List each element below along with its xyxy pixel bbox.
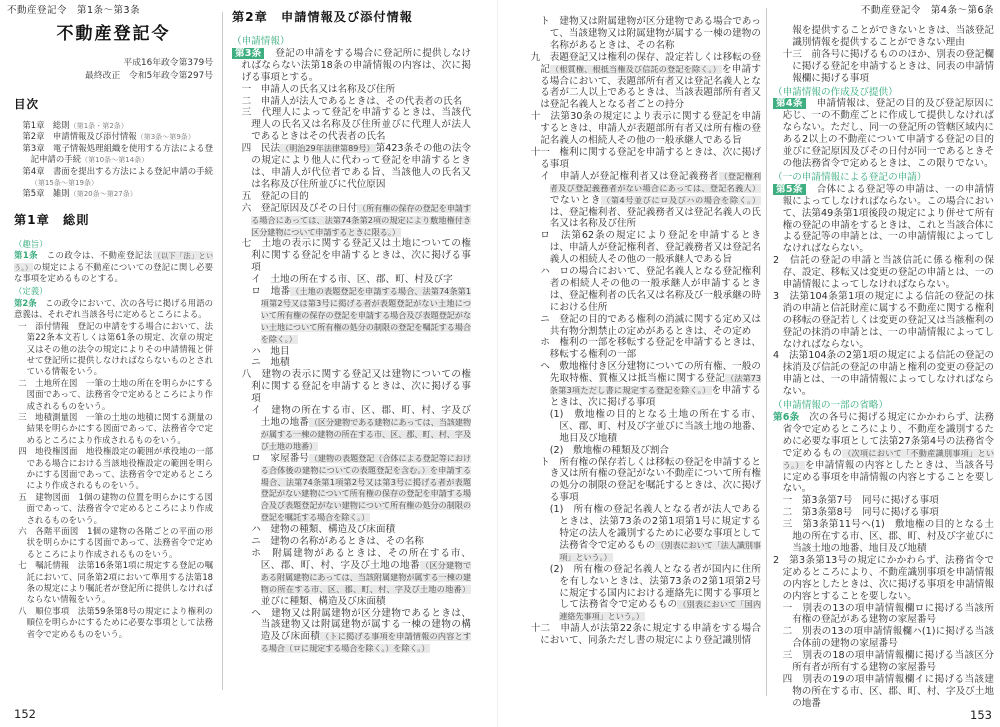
- running-header-right: 不動産登記令 第4条〜第6条: [860, 5, 994, 16]
- text-run: 報を提供することができないときは、当該登記識別情報を提供することができない理由: [792, 25, 994, 48]
- article-number-boxed: 第4条: [773, 98, 806, 109]
- chapter-heading: [232, 10, 471, 25]
- text-run: （定義）: [14, 286, 48, 297]
- text-block: [521, 564, 761, 624]
- text-run: 三 別表の18の項申請情報欄に掲げる当該区分所有者が所有する建物の家屋番号: [782, 650, 994, 674]
- text-run: 十三 前各号に掲げるもののほか、別表の登記欄に掲げる登記を申請するときは、同表の申請情報欄に掲げる事項: [782, 48, 994, 84]
- text-run: 五 建物図面 1個の建物の位置を明らかにする図面であって、法務省令で定めるところにより作成されるものをいう。: [18, 491, 213, 525]
- inline-note: （以下「法」という。）: [14, 251, 213, 272]
- text-run: ト 所有権の保存若しくは移転の登記を申請するとき又は所有権の登記がない不動産について所有権の処分の制限の登記を嘱託するときは、次に掲げる事項: [540, 456, 761, 504]
- text-run: ハ ロの場合において、登記名義人となる登記権利者の相続人その他の一般承継人が申請するときは、登記権利者の氏名又は名称及び一般承継の時における住所: [540, 266, 761, 313]
- text-block: [14, 412, 213, 446]
- text-run: 第423条その他の法令の規定により他人に代わって登記を申請するときは、申請人が代位者である旨、当該他人の氏名又は名称及び住所並びに代位原因: [251, 143, 472, 190]
- inline-note: （トに掲げる事項を申請情報の内容とする場合（ロに規定する場合を除く。）を除く。）: [260, 632, 472, 654]
- text-run: ニ 地積: [251, 357, 290, 369]
- inline-note: （法第73条第3項ただし書に規定する登記を除く。）: [549, 374, 761, 396]
- text-run: 4 法第104条の2第1項の規定による信託の登記の抹消及び信託の登記の申請と権利の変更の登記の申請とは、一の申請情報によってしなければならない。: [773, 350, 994, 398]
- text-block: [14, 120, 213, 131]
- text-run: 五 登記の目的: [241, 190, 309, 202]
- text-run: 並びに種類、構造及び床面積: [260, 595, 386, 607]
- article-number-boxed: 第3条: [232, 48, 264, 59]
- text-run: (2) 敷地権の種類及び割合: [549, 444, 669, 456]
- article-label: [773, 400, 994, 412]
- text-block: [521, 52, 761, 112]
- text-block: [521, 337, 761, 361]
- text-run: ロ 地番: [251, 286, 291, 298]
- text-run: ホ 権利の一部を移転する登記を申請するときは、移転する権利の一部: [540, 337, 761, 361]
- text-run: ヘ 敷地権付き区分建物についての所有権、一般の先取特権、質権又は抵当権に関する登記: [540, 361, 761, 385]
- text-block: [232, 536, 471, 548]
- text-run: （申請情報の一部の省略）: [773, 400, 889, 412]
- text-run: ロ 法第62条の規定により登記を申請するときは、申請人が登記権利者、登記義務者又は登記名義人の相続人その他の一般承継人である旨: [540, 230, 761, 266]
- text-block: [232, 203, 471, 239]
- text-run: を申請情報の内容としたときは、当該各号に定める事項を申請情報の内容とすることを要しない。: [782, 459, 994, 495]
- inline-note: （別表において「国内連絡先事項」という。）: [559, 600, 762, 622]
- text-block: [14, 446, 213, 492]
- column-right-outer: [773, 25, 994, 710]
- text-run: を申請する場合において、表題部所有者又は登記名義人となる者が二人以上であるときは、当該表題部所有者又は登記名義人となる者ごとの持分: [540, 63, 762, 111]
- text-run: ニ 登記の目的である権利の消滅に関する定め又は共有物分割禁止の定めがあるときは、その定め: [540, 313, 761, 337]
- inline-note: （建物の表題登記（合体による登記等における合体後の建物についての表題登記を含む。）を申請する場合、法第74条第1項第2号又は第3号に掲げる者が表題登記がない建物について所有権の保存の登記を申請する場合及び表題登記がない建物について所有権の処分の制限の登記を嘱託する場合を除く。）: [260, 453, 472, 523]
- text-run: 第5章 雑則: [22, 188, 70, 199]
- toc-range-note: （第15条〜第19条）: [30, 178, 99, 188]
- text-block: [14, 560, 213, 606]
- article-label: [14, 239, 213, 250]
- toc-range-note: （第10条〜第14条）: [81, 155, 149, 165]
- text-run: 十 法第30条の規定により表示に関する登記を申請するときは、申請人が表題部所有者又は所有権の登記名義人の相続人その他の一般承継人である旨: [530, 111, 761, 147]
- law-revision-line: [14, 70, 213, 83]
- text-block: [521, 445, 761, 457]
- text-block: [521, 111, 761, 147]
- text-block: [521, 457, 761, 505]
- text-block: [773, 25, 994, 49]
- text-run: （申請情報の作成及び提供）: [773, 86, 898, 98]
- text-run: 八 建物の表示に関する登記又は建物についての権利に関する登記を申請するときは、次に掲げる事項: [241, 369, 471, 405]
- text-block: [14, 298, 213, 321]
- text-block: [14, 378, 213, 412]
- text-run: 最終改正 令和5年政令第297号: [85, 70, 213, 81]
- text-run: 第2章 申請情報及び添付情報: [232, 10, 413, 24]
- text-block: [232, 453, 471, 524]
- text-block: [773, 603, 994, 627]
- text-block: [14, 188, 213, 199]
- inline-note: （所有権の保存の登記を申請する場合にあっては、法第74条第2項の規定により敷地権付き区分建物について申請するときに限る。）: [251, 203, 472, 237]
- text-run: 2 第3条第13号の規定にかかわらず、法務省令で定めるところにより、不動産識別事項を申請情報の内容としたときは、次に掲げる事項を申請情報の内容とすることを要しない。: [773, 554, 994, 602]
- text-block: [521, 504, 761, 564]
- text-block: [232, 608, 471, 656]
- inline-note: （根質権、根抵当権及び信託の登記を除く。）: [551, 64, 721, 74]
- text-run: 四 民法: [241, 143, 281, 155]
- text-run: 第1章 総則: [22, 120, 70, 130]
- text-block: [521, 361, 761, 409]
- text-run: ハ 地目: [251, 345, 290, 357]
- text-run: 六 登記原因及びその日付: [241, 202, 358, 214]
- law-revision-line: [14, 57, 213, 70]
- text-block: [14, 131, 213, 142]
- inline-note: （別表において「法人識別事項」という。）: [559, 540, 762, 562]
- text-run: は、登記権利者、登記義務者又は登記名義人の氏名又は名称及び住所: [549, 206, 761, 230]
- text-run: 3 法第104条第1項の規定による信託の登記の抹消の申請と信託財産に属する不動産に関する権利の移転の登記若しくは変更の登記又は当該権利の登記の抹消の申請とは、一の申請情報によってしなければならない。: [773, 290, 994, 350]
- text-run: 一 別表の13の項申請情報欄ロに掲げる当該所有権の登記がある建物の家屋番号: [782, 602, 994, 626]
- text-block: [773, 507, 994, 519]
- text-run: 一 添付情報 登記の申請をする場合において、法第22条本文若しくは第61条の規定、次章の規定又はその他の法令の規定によりその申請情報と併せて登記所に提供しなければならないものとされている情報をいう。: [18, 320, 213, 377]
- article-number: 第2条: [14, 297, 37, 308]
- text-block: [232, 346, 471, 358]
- text-block: [232, 369, 471, 405]
- text-block: [14, 526, 213, 560]
- column-right-inner: [521, 16, 761, 647]
- text-run: 一 申請人の氏名又は名称及び住所: [241, 83, 396, 95]
- text-block: [232, 238, 471, 274]
- text-run: 目次: [14, 97, 39, 111]
- text-run: 第3章 電子情報処理組織を使用する方法による登記申請の手続: [22, 142, 213, 165]
- column-left-outer: [14, 22, 213, 640]
- text-run: イ 建物の所在する市、区、郡、町、村、字及び土地の地番: [251, 405, 471, 428]
- text-block: [773, 626, 994, 650]
- text-block: [232, 84, 471, 96]
- text-block: [232, 524, 471, 536]
- article-label: [773, 172, 994, 184]
- text-run: 2 信託の登記の申請と当該信託に係る権利の保存、設定、移転又は変更の登記の申請とは、一の申請情報によってしなければならない。: [773, 255, 994, 291]
- text-run: 二 申請人が法人であるときは、その代表者の氏名: [241, 95, 463, 107]
- article-number: 第6条: [773, 412, 800, 423]
- doc-title: [14, 24, 213, 44]
- text-run: ト 建物又は附属建物が区分建物である場合であって、当該建物又は附属建物が属する一棟の建物の名称があるときは、その名称: [540, 16, 761, 51]
- text-run: 二 別表の13の項申請情報欄ハ(1)に掲げる当該合体前の建物の家屋番号: [782, 626, 994, 650]
- text-block: [773, 650, 994, 674]
- text-run: 次の各号に掲げる規定にかかわらず、法務省令で定めるところにより、不動産を識別するために必要な事項として法第27条第4号の法務省令で定めるもの: [782, 412, 994, 459]
- inline-note: （第4号並びにロ及びハの場合を除く。）: [602, 195, 760, 205]
- text-run: 三 地積測量図 一筆の土地の地積に関する測量の結果を明らかにする図面であって、法務省令で定めるところにより作成されるものをいう。: [18, 411, 213, 445]
- text-block: [773, 49, 994, 85]
- text-run: 十一 権利に関する登記を申請するときは、次に掲げる事項: [530, 146, 761, 170]
- text-run: 平成16年政令第379号: [123, 58, 213, 68]
- article-number-boxed: 第5条: [773, 184, 806, 195]
- chapter-heading: [14, 213, 213, 228]
- text-run: を申請するときは、次に掲げる事項: [549, 385, 761, 408]
- text-run: 三 第3条第11号ヘ(1) 敷地権の目的となる土地の所在する市、区、郡、町、村及び字並びに当該土地の地番、地目及び地積: [782, 519, 994, 554]
- text-run: 登記の申請をする場合に登記所に提供しなければならない法第18条の申請情報の内容は、次に掲げる事項とする。: [241, 47, 472, 83]
- text-run: の規定による不動産についての登記に関し必要な事項を定めるものとする。: [14, 261, 213, 284]
- toc-range-note: （第20条〜第27条）: [69, 189, 137, 199]
- text-run: この政令は、不動産登記法: [37, 250, 153, 261]
- text-run: (1) 所有権の登記名義人となる者が法人であるときは、法第73条の2第1項第1号に規定する特定の法人を識別するために必要な事項として法務省令で定めるもの: [549, 504, 761, 551]
- text-block: [773, 519, 994, 555]
- text-block: [232, 357, 471, 369]
- article-label: [14, 286, 213, 297]
- text-block: [232, 548, 471, 608]
- page-number-right: 153: [970, 708, 992, 722]
- text-block: [232, 96, 471, 108]
- text-run: でないとき: [549, 194, 602, 206]
- text-run: ヘ 建物又は附属建物が区分建物であるときは、当該建物又は附属建物が属する一棟の建物の構造及び床面積: [251, 607, 471, 643]
- column-divider-right-page: [766, 8, 767, 696]
- inline-note: （区分建物である附属建物にあっては、当該附属建物が属する一棟の建物の所在する市、区、郡、町、村、字及び土地の地番）: [260, 560, 472, 594]
- text-block: [232, 274, 471, 286]
- text-run: ハ 建物の種類、構造及び床面積: [251, 524, 396, 536]
- text-run: 六 各階平面図 1個の建物の各階ごとの平面の形状を明らかにする図面であって、法務省令で定めるところにより作成されるものをいう。: [18, 526, 213, 559]
- text-block: [773, 674, 994, 710]
- toc-range-note: （第3条〜第9条）: [136, 132, 195, 142]
- toc-range-note: （第1条・第2条）: [69, 121, 128, 130]
- text-block: [232, 143, 471, 191]
- inline-note: （土地の表題登記を申請する場合、法第74条第1項第2号又は第3号に掲げる者が表題登記がない土地について所有権の保存の登記を申請する場合及び表題登記がない土地について所有権の処分の制限の登記を嘱託する場合を除く。）: [260, 287, 472, 344]
- text-block: [521, 409, 761, 445]
- article-number: 第1条: [14, 250, 38, 261]
- text-block: [521, 230, 761, 266]
- text-run: ニ 建物の名称があるときは、その名称: [251, 536, 424, 548]
- text-run: ホ 附属建物があるときは、その所在する市、区、郡、町、村、字及び土地の地番: [251, 547, 471, 571]
- text-run: (1) 敷地権の目的となる土地の所在する市、区、郡、町、村及び字並びに当該土地の地番、地目及び地積: [549, 408, 761, 444]
- running-header-left: 不動産登記令 第1条〜第3条: [7, 5, 141, 16]
- text-block: [521, 314, 761, 338]
- text-block: [521, 147, 761, 171]
- page-number-left: 152: [14, 707, 36, 721]
- text-block: [232, 405, 471, 453]
- text-block: [773, 184, 994, 255]
- text-run: イ 土地の所在する市、区、郡、町、村及び字: [251, 274, 453, 286]
- toc-heading: [14, 97, 213, 111]
- text-block: [773, 412, 994, 495]
- text-run: 三 代理人によって登記を申請するときは、当該代理人の氏名又は名称及び住所並びに代理人が法人であるときはその代表者の氏名: [241, 107, 471, 143]
- column-divider-left-page: [222, 12, 223, 690]
- text-block: [14, 321, 213, 378]
- text-block: [521, 16, 761, 52]
- inline-note: （明治29年法律第89号）: [281, 144, 375, 154]
- text-run: 七 土地の表示に関する登記又は土地についての権利に関する登記を申請するときは、次に掲げる事項: [241, 238, 471, 274]
- text-block: [773, 98, 994, 169]
- text-run: 一 第3条第7号 同号に掲げる事項: [782, 495, 939, 507]
- text-block: [232, 191, 471, 203]
- text-block: [773, 495, 994, 507]
- page-gutter: [497, 0, 498, 727]
- text-run: (2) 所有権の登記名義人となる者が国内に住所を有しないときは、法第73条の2第1項第2号に規定する国内における連絡先に関する事項として法務省令で定めるもの: [549, 563, 761, 611]
- inline-note: （区分建物である建物にあっては、当該建物が属する一棟の建物の所在する市、区、郡、町、村、字及び土地の地番）: [260, 418, 471, 451]
- article-label: [232, 36, 471, 48]
- text-block: [773, 555, 994, 603]
- text-block: [773, 350, 994, 398]
- column-left-inner: [232, 10, 471, 655]
- text-block: [232, 107, 471, 143]
- text-run: （趣旨）: [14, 238, 48, 249]
- text-block: [14, 250, 213, 284]
- text-block: [773, 291, 994, 351]
- text-block: [14, 143, 213, 166]
- text-run: 不動産登記令: [56, 24, 171, 44]
- text-run: （一の申請情報による登記の申請）: [773, 171, 927, 183]
- text-run: ロ 家屋番号: [251, 452, 309, 464]
- text-run: 十二 申請人が法第22条に規定する申請をする場合において、同条ただし書の規定により登記識別情: [530, 623, 761, 647]
- text-run: 九 表題登記又は権利の保存、設定若しくは移転の登記: [530, 51, 761, 75]
- text-block: [521, 171, 761, 231]
- text-run: 七 嘱託情報 法第16条第1項に規定する登記の嘱託において、同条第2項において準用する法第18条の規定により嘱託者が登記所に提供しなければならない情報をいう。: [18, 560, 213, 605]
- text-run: イ 申請人が登記権利者又は登記義務者: [540, 170, 719, 182]
- text-run: 二 土地所在図 一筆の土地の所在を明らかにする図面であって、法務省令で定めるところにより作成されるものをいう。: [18, 377, 213, 411]
- text-run: この政令において、次の各号に掲げる用語の意義は、それぞれ当該各号に定めるところによる。: [14, 297, 213, 320]
- text-block: [521, 266, 761, 314]
- text-run: 八 順位事項 法第59条第8号の規定により権利の順位を明らかにするために必要な事項として法務省令で定めるものをいう。: [18, 605, 213, 639]
- article-label: [773, 87, 994, 99]
- text-block: [14, 606, 213, 640]
- text-block: [232, 286, 471, 346]
- text-run: 二 第3条第8号 同号に掲げる事項: [782, 507, 939, 519]
- text-run: 合体による登記等の申請は、一の申請情報によってしなければならない。この場合において、法第49条第1項後段の規定により併せて所有権の登記の申請をするときは、これと当該合体による登記等の申請とは、一の申請情報によってしなければならない。: [782, 183, 994, 255]
- text-run: （申請情報）: [232, 36, 290, 47]
- text-run: 四 地役権図面 地役権設定の範囲が承役地の一部である場合における当該地役権設定の範囲を明らかにする図面であって、法務省令で定めるところにより作成されるものをいう。: [18, 446, 213, 491]
- text-block: [521, 623, 761, 647]
- text-run: 四 別表の19の項申請情報欄イに掲げる当該建物の所在する市、区、郡、町、村、字及び土地の地番: [782, 673, 994, 709]
- text-run: 第1章 総則: [14, 212, 90, 227]
- text-run: 申請情報は、登記の目的及び登記原因に応じ、一の不動産ごとに作成して提供しなければならない。ただし、同一の登記所の管轄区域内にある2以上の不動産について申請する登記の目的並びに登記原因及びその日付が同一であるときその他法務省令で定めるときは、この限りでない。: [782, 98, 994, 169]
- inline-note: （次項において「不動産識別事項」という。）: [782, 448, 995, 470]
- inline-note: （登記権利者及び登記義務者がない場合にあっては、登記名義人）: [549, 171, 761, 193]
- text-block: [14, 492, 213, 526]
- text-run: 第2章 申請情報及び添付情報: [22, 131, 137, 142]
- text-block: [14, 166, 213, 189]
- text-run: 第4章 書面を提出する方法による登記申請の手続: [22, 165, 213, 176]
- text-block: [773, 255, 994, 291]
- text-block: [232, 48, 471, 84]
